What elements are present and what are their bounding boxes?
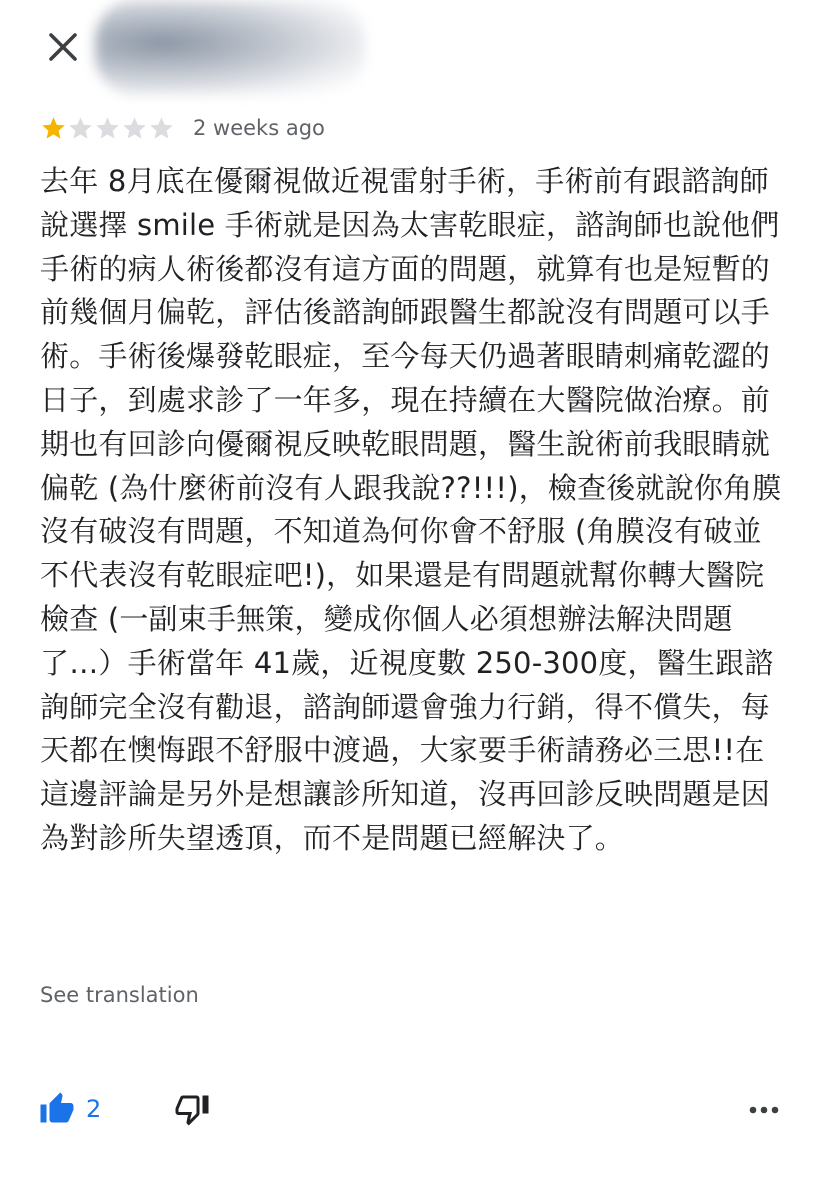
star-empty-icon [148,115,175,142]
thumbs-down-icon [174,1091,210,1127]
see-translation-link[interactable]: See translation [40,983,199,1007]
close-button[interactable] [40,24,86,70]
close-icon [40,24,86,70]
star-filled-icon [40,115,67,142]
rating-row [40,112,325,144]
review-actions [0,1085,828,1135]
star-empty-icon [121,115,148,142]
reviewer-avatar-redacted [95,0,365,95]
thumbs-up-icon [38,1091,76,1127]
review-text: 去年 8月底在優爾視做近視雷射手術，手術前有跟諮詢師說選擇 smile 手術就是因為太害乾眼症，諮詢師也說他們手術的病人術後都沒有這方面的問題，就算有也是短暫的前幾個月偏乾，評估後諮詢師跟醫生都說沒有問題可以手術。手術後爆發乾眼症，至今每天仍過著眼睛刺痛乾澀的日子，到處求診了一年多，現在持續在大醫院做治療。前期也有回診向優爾視反映乾眼問題，醫生說術前我眼睛就偏乾 (為什麼術前沒有人跟我說??!!!)，檢查後就說你角膜沒有破沒有問題，不知道為何你會不舒服 (角膜沒有破並不代表沒有乾眼症吧!)，如果還是有問題就幫你轉大醫院檢查 (一副束手無策，變成你個人必須想辦法解決問題了…）手術當年 41歲，近視度數 250-300度，醫生跟諮詢師完全沒有勸退，諮詢師還會強力行銷，得不償失，每天都在懊悔跟不舒服中渡過，大家要手術請務必三思!!在這邊評論是另外是想讓診所知道，沒再回診反映問題是因為對診所失望透頂，而不是問題已經解決了。 [40,164,782,855]
like-count: 2 [86,1095,102,1123]
review-timestamp: 2 weeks ago [193,116,325,140]
more-horizontal-icon [748,1095,780,1125]
more-options-button[interactable] [748,1095,780,1129]
like-button[interactable] [38,1091,101,1127]
review-header [0,0,828,100]
star-empty-icon [94,115,121,142]
star-rating [40,115,175,142]
star-empty-icon [67,115,94,142]
dislike-button[interactable] [174,1091,210,1131]
